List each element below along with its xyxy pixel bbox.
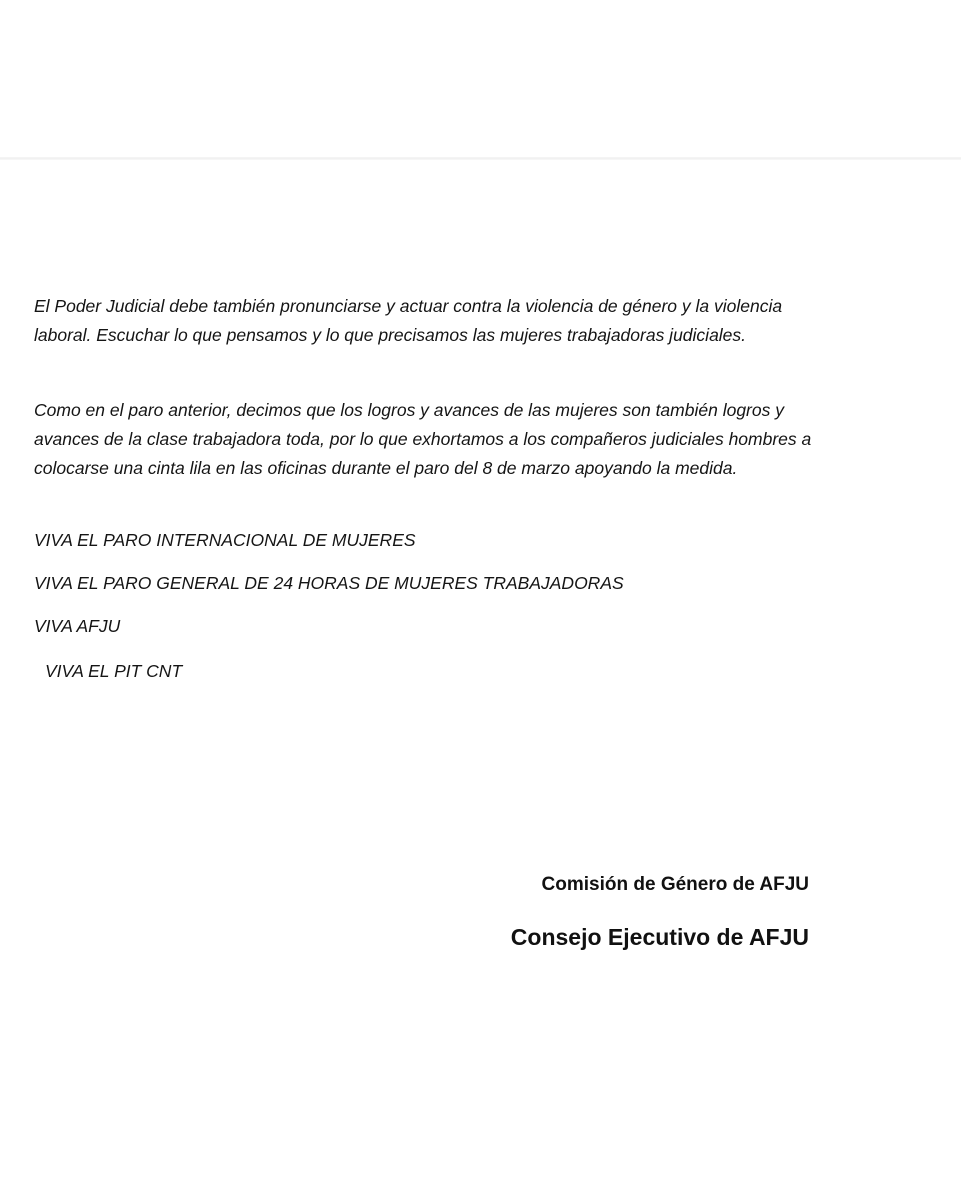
cheer-paro-internacional: VIVA EL PARO INTERNACIONAL DE MUJERES bbox=[34, 530, 416, 550]
signature-comision-genero: Comisión de Género de AFJU bbox=[541, 874, 809, 895]
signature-consejo-ejecutivo: Consejo Ejecutivo de AFJU bbox=[510, 924, 809, 950]
cheer-afju: VIVA AFJU bbox=[34, 616, 121, 636]
page-divider bbox=[0, 157, 961, 160]
paragraph-paro-anterior: Como en el paro anterior, decimos que los logros y avances de las mujeres son también logros y avances de la clase trabajadora toda, por lo que exhortamos a los compañeros judiciales hombres a colocarse una cinta lila en las oficinas durante el paro del 8 de marzo apoyando la medida. bbox=[34, 400, 812, 478]
cheer-paro-general: VIVA EL PARO GENERAL DE 24 HORAS DE MUJERES TRABAJADORAS bbox=[34, 573, 624, 593]
cheer-pit-cnt: VIVA EL PIT CNT bbox=[45, 661, 183, 681]
paragraph-poder-judicial: El Poder Judicial debe también pronunciarse y actuar contra la violencia de género y la violencia laboral. Escuchar lo que pensamos y lo que precisamos las mujeres trabajadoras judiciales. bbox=[34, 296, 783, 345]
